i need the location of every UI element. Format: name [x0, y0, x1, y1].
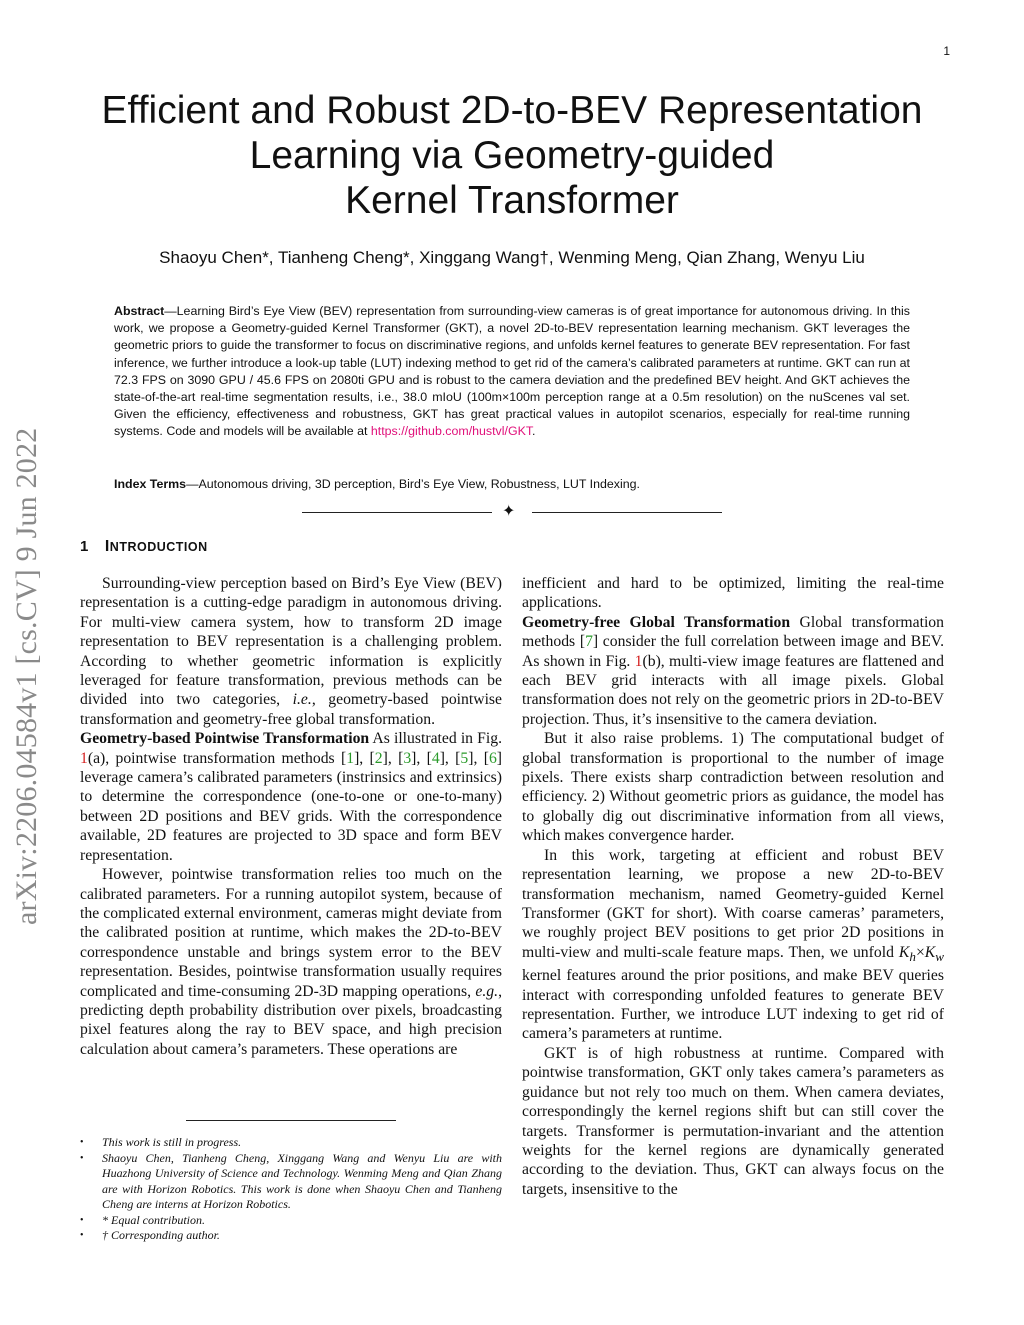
figure-ref-link[interactable]: 1 [634, 652, 643, 670]
index-terms-text: —Autonomous driving, 3D perception, Bird’s Eye View, Robustness, LUT Indexing. [186, 477, 640, 491]
footnote [80, 1213, 502, 1229]
author-list: Shaoyu Chen*, Tianheng Cheng*, Xinggang Wang†, Wenming Meng, Qian Zhang, Wenyu Liu [159, 248, 865, 267]
footnote-text: † Corresponding author. [102, 1228, 220, 1242]
title-line: Learning via Geometry-guided [249, 134, 775, 177]
figure-ref-link[interactable]: 1 [80, 749, 88, 767]
paragraph [522, 613, 944, 729]
arxiv-stamp: arXiv:2206.04584v1 [cs.CV] 9 Jun 2022 [10, 427, 43, 925]
citation-link[interactable]: 2 [374, 749, 383, 767]
citation-link[interactable]: 3 [403, 749, 412, 767]
title-line: Kernel Transformer [345, 179, 679, 222]
math-kh: $K_h$ [898, 943, 916, 964]
right-column [522, 574, 944, 1199]
paragraph-text: ], [ [411, 749, 432, 767]
separator-diamond-icon: ✦ [502, 503, 516, 520]
paragraph-text: ] leverage camera’s calibrated parameters (instrinsics and extrinsics) to determine the correspondence (one-to-one or one-to-many) between 2D positions and BEV grids. With the correspondence available, 2D features are projected to 3D space and form BEV representation. [80, 749, 503, 864]
run-in-heading: Geometry-based Pointwise Transformation [80, 730, 370, 748]
separator-rule [532, 512, 722, 513]
paragraph-text: , predicting depth probability distribution over pixels, broadcasting pixel features along the ray to BEV space, and high precision calculation about camera’s parameters. These operations are [80, 982, 502, 1058]
bullet-icon: • [80, 1152, 84, 1164]
footnote [80, 1135, 502, 1151]
paragraph-text: ], [ [439, 749, 461, 767]
bullet-icon: • [80, 1137, 84, 1148]
paragraph-text: As illustrated in Fig. [369, 730, 502, 748]
citation-link[interactable]: 6 [488, 749, 497, 767]
footnotes [80, 1135, 502, 1244]
math-kw: $K_w$ [924, 943, 944, 964]
paragraph: GKT is of high robustness at runtime. Compared with pointwise transformation, GKT only takes camera’s parameters as guidance but not rely too much on them. When camera deviates, correspondingly the kernel regions shift but can still cover the targets. Transformer is permutation-invariant and the attention weights for the kernel regions are dynamically generated according to the deviation. Thus, GKT can always focus on the targets, insensitive to the [522, 1044, 944, 1198]
code-link[interactable]: https://github.com/hustvl/GKT [370, 424, 533, 439]
run-in-heading: Geometry-free Global Transformation [522, 613, 791, 631]
abstract [114, 303, 910, 441]
index-terms-label: Index Terms [114, 477, 187, 491]
citation-link[interactable]: 4 [431, 749, 440, 767]
footnote [80, 1151, 502, 1213]
paragraph-text: Global transformation methods [ [522, 613, 944, 651]
paragraph-text: ], [ [354, 749, 375, 767]
separator-rule [302, 512, 492, 513]
paragraph-text: kernel features around the prior positions, and make BEV queries interact with corresponding unfolded features to generate BEV representation. Further, we introduce LUT indexing to get rid of camera’s parameters at runtime. [522, 967, 944, 1043]
paragraph-text: (b), multi-view image features are flattened and each BEV grid interacts with all image pixels. Global transformation does not rely on the geometric priors in 2D-to-BEV projection. Thus, it’s insensitive to the camera deviation. [522, 652, 944, 728]
section-title-rest: NTRODUCTION [109, 540, 208, 554]
section-heading [80, 538, 208, 556]
footnote-rule [186, 1120, 396, 1121]
abstract-text: —Learning Bird’s Eye View (BEV) representation from surrounding-view cameras is of great importance for autonomous driving. In this work, we propose a Geometry-guided Kernel Transformer (GKT), a novel 2D-to-BEV representation learning mechanism. GKT leverages the geometric priors to guide the transformer to focus on discriminative regions, and unfolds kernel features to generate BEV representation. For fast inference, we further introduce a look-up table (LUT) indexing method to get rid of the camera’s calibrated parameters at runtime. GKT can run at 72.3 FPS on 3090 GPU / 45.6 FPS on 2080ti GPU and is robust to the camera deviation and the predefined BEV height. And GKT achieves the state-of-the-art real-time segmentation results, i.e., 38.0 mIoU (100m×100m perception range at a 0.5m resolution) on the nuScenes val set. Given the efficiency, effectiveness and robustness, GKT has great practical values in autopilot scenarios, especially for real-time running systems. Code and models will be available at [114, 304, 910, 439]
paragraph [80, 729, 502, 865]
section-separator [302, 505, 722, 521]
page-number: 1 [943, 44, 950, 58]
paragraph-text: (a), pointwise transformation methods [ [87, 749, 347, 767]
left-column [80, 574, 502, 1059]
citation-link[interactable]: 5 [460, 749, 469, 767]
paragraph-text: e.g. [475, 982, 499, 1000]
paragraph-text: ], [ [468, 749, 489, 767]
paragraph-text: Surrounding-view perception based on Bird’s Eye View (BEV) representation is a cutting-edge paradigm in autonomous driving. For multi-view camera system, how to transform 2D image representation to BEV representation is a challenging problem. According to whether geometric information is explicitly leveraged for feature transformation, previous methods can be divided into two categories, [80, 575, 502, 709]
citation-link[interactable]: 7 [585, 633, 593, 651]
paragraph-text: , geometry-based pointwise transformation and geometry-free global transformation. [80, 691, 502, 728]
footnote [80, 1228, 502, 1244]
paragraph: inefficient and hard to be optimized, limiting the real-time applications. [522, 575, 944, 612]
footnote-text: Shaoyu Chen, Tianheng Cheng, Xinggang Wang and Wenyu Liu are with Huazhong University of Science and Technology. Wenming Meng and Qian Zhang are with Horizon Robotics. This work is done when Shaoyu Chen and Tianheng Cheng are interns at Horizon Robotics. [102, 1150, 502, 1211]
bullet-icon: • [80, 1214, 84, 1226]
section-title-initial: I [104, 538, 110, 555]
paragraph-text: i.e. [292, 691, 312, 709]
footnote-text: This work is still in progress. [102, 1135, 242, 1149]
paragraph [522, 846, 944, 1044]
footnote-text: * Equal contribution. [102, 1212, 205, 1227]
paragraph [80, 865, 502, 1059]
paragraph-text: In this work, targeting at efficient and robust BEV representation learning, we propose a new 2D-to-BEV transformation mechanism, named Geometry-guided Kernel Transformer (GKT for short). With coarse cameras’ parameters, we roughly project BEV positions to get prior 2D positions in multi-view and multi-scale feature maps. Then, we unfold [522, 846, 944, 961]
index-terms [114, 477, 910, 491]
paragraph [80, 574, 502, 729]
math-times: × [915, 943, 925, 961]
paragraph-text: ], [ [382, 749, 404, 767]
title-line: Efficient and Robust 2D-to-BEV Representation [101, 89, 923, 132]
abstract-label: Abstract [114, 304, 165, 318]
paper-title [80, 88, 944, 223]
section-number: 1 [80, 538, 89, 555]
paragraph-text: However, pointwise transformation relies too much on the calibrated parameters. For a running autopilot system, because of the complicated external environment, cameras might deviate from the calibrated position at runtime, which makes the 2D-to-BEV correspondence unstable and brings system error to the BEV representation. Besides, pointwise transformation usually requires complicated and time-consuming 2D-3D mapping operations, [80, 866, 502, 1000]
paragraph: But it also raise problems. 1) The computational budget of global transformation is proportional to the number of image pixels. There exists sharp contradiction between resolution and efficiency. 2) Without geometric priors as guidance, the model has to globally dig out discriminative information from all views, which makes convergence harder. [522, 730, 944, 845]
bullet-icon: • [80, 1230, 84, 1241]
abstract-end: . [532, 424, 536, 439]
paragraph-text: ] consider the full correlation between image and BEV. As shown in Fig. [522, 633, 945, 670]
citation-link[interactable]: 1 [346, 749, 355, 767]
